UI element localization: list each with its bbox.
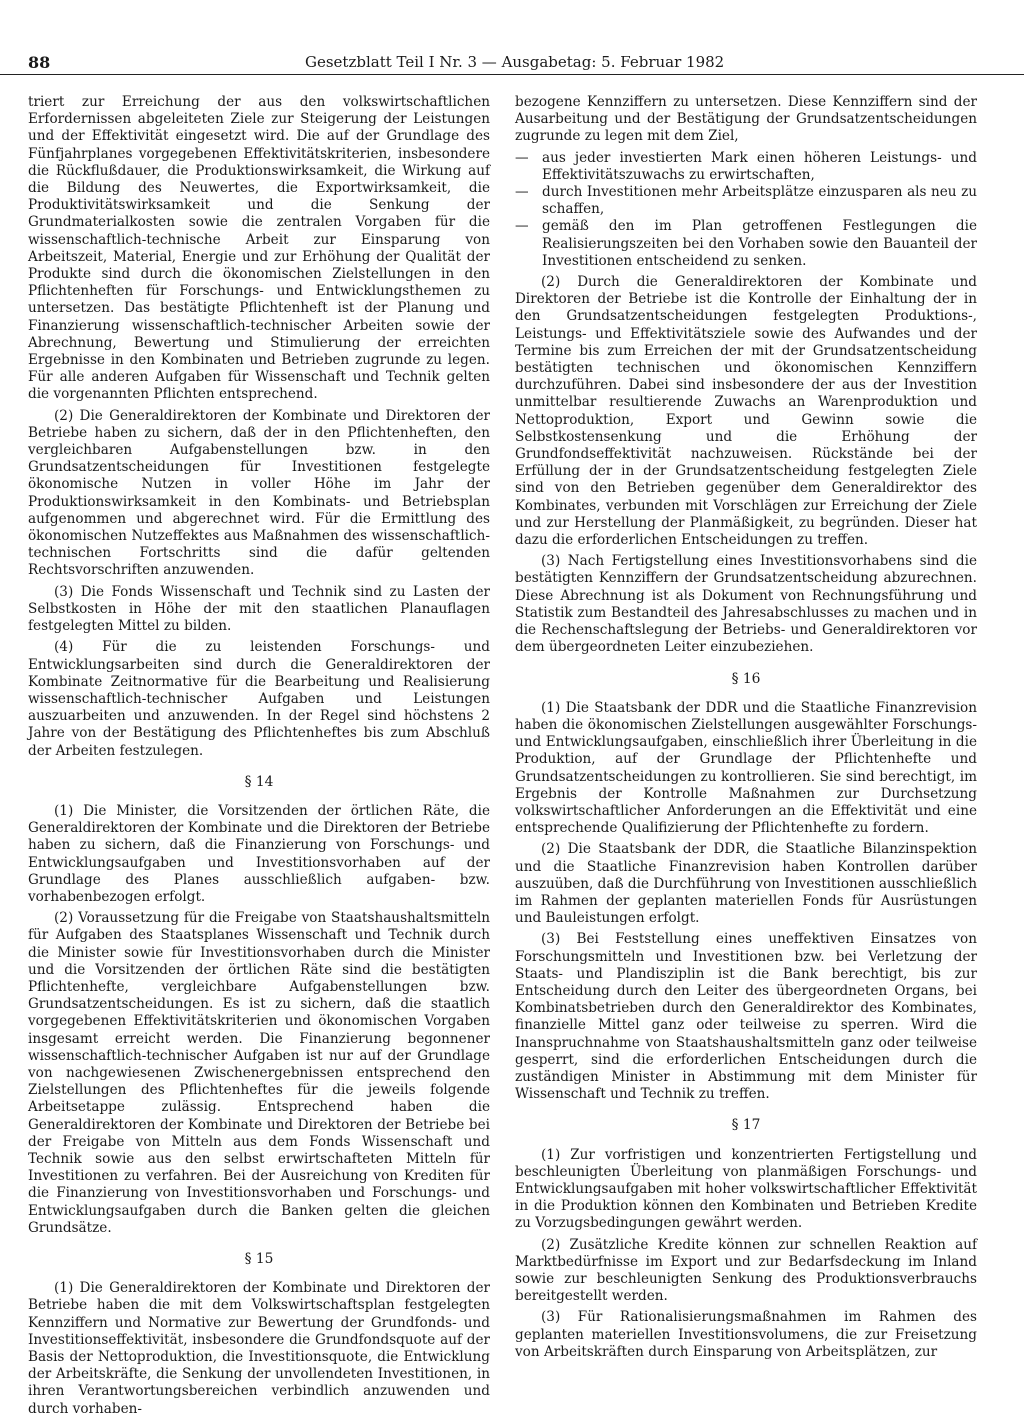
paragraph-15-1-continued: bezogene Kennziffern zu untersetzen. Diese Kennziffern sind der Ausarbeitung und der Bestätigung der Grundsatzentscheidungen zugrunde zu legen mit dem Ziel, bbox=[515, 94, 977, 145]
left-column bbox=[28, 94, 490, 1422]
list-item: — aus jeder investierten Mark einen höheren Leistungs- und Effektivitätszuwachs zu erwirtschaften, bbox=[515, 150, 977, 184]
paragraph-15-2: (2) Durch die Generaldirektoren der Kombinate und Direktoren der Betriebe ist die Kontrolle der Einhaltung der in den Grundsatzentscheidungen festgelegten Produktions-, Leistungs- und Effektivitätsziele sowie des Aufwandes und der Termine bis zum Erreichen der mit der Grundsatzentscheidung bestätigten technischen und ökonomischen Kennziffern durchzuführen. Dabei sind insbesondere der aus der Investition unmittelbar resultierende Zuwachs an Warenproduktion und Nettoproduktion, Export und Gewinn sowie die Selbstkostensenkung und die Erhöhung der Grundfondseffektivität nachzuweisen. Rückstände bei der Erfüllung der in der Grundsatzentscheidung festgelegten Ziele sind von den Betrieben gegenüber dem Generaldirektor des Kombinates, verbunden mit Vorschlägen zur Erreichung der Ziele und zur Herstellung der Planmäßigkeit, zu begründen. Dieser hat dazu die erforderlichen Entscheidungen zu treffen. bbox=[515, 274, 977, 549]
page-header bbox=[0, 50, 1024, 75]
paragraph-14-1: (1) Die Minister, die Vorsitzenden der örtlichen Räte, die Generaldirektoren der Kombinate und die Direktoren der Betriebe haben zu sichern, daß die Finanzierung von Forschungs- und Entwicklungsaufgaben und Investitionsvorhaben auf der Grundlage des Planes ausschließlich aufgaben- bzw. vorhabenbezogen erfolgt. bbox=[28, 802, 490, 905]
paragraph-16-2: (2) Die Staatsbank der DDR, die Staatliche Bilanzinspektion und die Staatliche Finanzrevision haben Kontrollen darüber auszuüben, daß die Durchführung von Investitionen ausschließlich im Rahmen der geplanten materiellen Fonds für Ausrüstungen und Bauleistungen erfolgt. bbox=[515, 841, 977, 927]
paragraph-13-3: (3) Die Fonds Wissenschaft und Technik sind zu Lasten der Selbstkosten in Höhe der mit den staatlichen Planauflagen festgelegten Mittel zu bilden. bbox=[28, 583, 490, 635]
objective-list bbox=[515, 150, 977, 270]
right-column bbox=[515, 94, 977, 1365]
paragraph-continued: triert zur Erreichung der aus den volkswirtschaftlichen Erfordernissen abgeleiteten Ziele zur Steigerung der Leistungen und der Effektivität eingesetzt wird. Die auf der Grundlage des Fünfjahrplanes vorgegebenen Effektivitätskriterien, insbesondere die Rückflußdauer, die Produktionswirksamkeit, die Wirkung auf die Bildung des Neuwertes, die Exportwirksamkeit, die Produktivitätswirksamkeit und die Senkung der Grundmaterialkosten sowie die zentralen Vorgaben für die wissenschaftlich-technische Arbeit zur Einsparung von Arbeitszeit, Material, Energie und zur Erhöhung der Qualität der Produkte sind durch die ökonomischen Zielstellungen in den Pflichtenheften für Forschungs- und Entwicklungsthemen zu untersetzen. Das bestätigte Pflichtenheft ist der Planung und Finanzierung wissenschaftlich-technischer Arbeiten sowie der Abrechnung, Bewertung und Stimulierung der erreichten Ergebnisse in den Kombinaten und Betrieben zugrunde zu legen. Für alle anderen Aufgaben für Wissenschaft und Technik gelten die vorgenannten Pflichten entsprechend. bbox=[28, 94, 490, 403]
list-item: — gemäß den im Plan getroffenen Festlegungen die Realisierungszeiten bei den Vorhaben sowie den Bauanteil der Investitionen entscheidend zu senken. bbox=[515, 218, 977, 270]
section-heading-16: § 16 bbox=[731, 670, 761, 687]
paragraph-15-1: (1) Die Generaldirektoren der Kombinate und Direktoren der Betriebe haben die mit dem Volkswirtschaftsplan festgelegten Kennziffern und Normative zur Bewertung der Grundfonds- und Investitionseffektivität, insbesondere die Grundfondsquote auf der Basis der Nettoproduktion, die Investitionsquote, die Entwicklung der Arbeitskräfte, die Senkung der unvollendeten Investitionen, in ihren Verantwortungsbereichen verbindlich anzuwenden und durch vorhaben- bbox=[28, 1280, 490, 1417]
paragraph-13-4: (4) Für die zu leistenden Forschungs- und Entwicklungsarbeiten sind durch die Generaldirektoren der Kombinate Zeitnormative für die Bearbeitung und Realisierung wissenschaftlich-technischer Aufgaben und Leistungen auszuarbeiten und anzuwenden. In der Regel sind höchstens 2 Jahre von der Bestätigung des Pflichtenheftes bis zum Abschluß der Arbeiten festzulegen. bbox=[28, 639, 490, 759]
list-item: — durch Investitionen mehr Arbeitsplätze einzusparen als neu zu schaffen, bbox=[515, 184, 977, 218]
paragraph-15-3: (3) Nach Fertigstellung eines Investitionsvorhabens sind die bestätigten Kennziffern der Grundsatzentscheidung abzurechnen. Diese Abrechnung ist als Dokument von Rechnungsführung und Statistik zum Bestandteil des Jahresabschlusses zu machen und in die Rechenschaftslegung der Betriebs- und Generaldirektoren vor dem übergeordneten Leiter einzubeziehen. bbox=[515, 553, 977, 656]
section-heading-17: § 17 bbox=[731, 1117, 761, 1134]
paragraph-17-3: (3) Für Rationalisierungsmaßnahmen im Rahmen des geplanten materiellen Investitionsvolumens, die zur Freisetzung von Arbeitskräften durch Einsparung von Arbeitsplätzen, zur bbox=[515, 1309, 977, 1360]
section-heading-14: § 14 bbox=[244, 773, 274, 790]
page-number: 88 bbox=[28, 53, 51, 72]
running-header-title: Gesetzblatt Teil I Nr. 3 — Ausgabetag: 5. Februar 1982 bbox=[305, 53, 725, 71]
section-heading-15: § 15 bbox=[244, 1251, 274, 1267]
paragraph-16-3: (3) Bei Feststellung eines uneffektiven Einsatzes von Forschungsmitteln und Investitionen bzw. bei Verletzung der Staats- und Plandisziplin ist die Bank berechtigt, bis zur Entscheidung durch den Leiter des übergeordneten Organs, bei Kombinatsbetrieben durch den Generaldirektor des Kombinates, finanzielle Mittel ganz oder teilweise zu sperren. Wird die Inanspruchnahme von Staatshaushaltsmitteln ganz oder teilweise gesperrt, sind die erforderlichen Entscheidungen durch die zuständigen Minister in Abstimmung mit dem Minister für Wissenschaft und Technik zu treffen. bbox=[515, 931, 977, 1103]
paragraph-17-1: (1) Zur vorfristigen und konzentrierten Fertigstellung und beschleunigten Überleitung von planmäßigen Forschungs- und Entwicklungsaufgaben mit hoher volkswirtschaftlicher Effektivität in die Produktion können den Kombinaten und Betrieben Kredite zu Vorzugsbedingungen gewährt werden. bbox=[515, 1146, 977, 1232]
paragraph-14-2: (2) Voraussetzung für die Freigabe von Staatshaushaltsmitteln für Aufgaben des Staatsplanes Wissenschaft und Technik durch die Minister sowie für Investitionsvorhaben durch die Minister und die Vorsitzenden der örtlichen Räte sind die bestätigten Pflichtenhefte, vergleichbare Aufgabenstellungen bzw. Grundsatzentscheidungen. Es ist zu sichern, daß die staatlich vorgegebenen Effektivitätskriterien und ökonomischen Vorgaben insgesamt erreicht werden. Die Finanzierung begonnener wissenschaftlich-technischer Aufgaben ist nur auf der Grundlage von nachgewiesenen Zwischenergebnissen entsprechend den Zielstellungen des Pflichtenheftes für die jeweils folgende Arbeitsetappe zulässig. Entsprechend haben die Generaldirektoren der Kombinate und Direktoren der Betriebe bei der Freigabe von Mitteln aus dem Fonds Wissenschaft und Technik sowie aus den selbst erwirtschafteten Mitteln für Investitionen zu verfahren. Bei der Ausreichung von Krediten für die Finanzierung von Investitionsvorhaben und Forschungs- und Entwicklungsaufgaben durch die Banken gelten die gleichen Grundsätze. bbox=[28, 910, 490, 1236]
paragraph-16-1: (1) Die Staatsbank der DDR und die Staatliche Finanzrevision haben die ökonomischen Zielstellungen ausgewählter Forschungs- und Entwicklungsaufgaben, einschließlich ihrer Überleitung in die Produktion, auf der Grundlage der Pflichtenhefte und Grundsatzentscheidungen zu kontrollieren. Sie sind berechtigt, im Ergebnis der Kontrolle Maßnahmen zur Durchsetzung volkswirtschaftlicher Anforderungen an die Effektivität und eine entsprechende Qualifizierung der Pflichtenhefte zu fordern. bbox=[515, 699, 977, 837]
paragraph-17-2: (2) Zusätzliche Kredite können zur schnellen Reaktion auf Marktbedürfnisse im Export und zur Bedarfsdeckung im Inland sowie zur beschleunigten Senkung des Produktionsverbrauchs bereitgestellt werden. bbox=[515, 1236, 977, 1305]
paragraph-13-2: (2) Die Generaldirektoren der Kombinate und Direktoren der Betriebe haben zu sichern, daß der in den Pflichtenheften, den vergleichbaren Aufgabenstellungen bzw. in den Grundsatzentscheidungen für Investitionen festgelegte ökonomische Nutzen in voller Höhe im Jahr der Produktionswirksamkeit in den Kombinats- und Betriebsplan aufgenommen und abgerechnet wird. Für die Ermittlung des ökonomischen Nutzeffektes aus Maßnahmen des wissenschaftlich-technischen Fortschritts sind die dafür geltenden Rechtsvorschriften anzuwenden. bbox=[28, 407, 490, 579]
